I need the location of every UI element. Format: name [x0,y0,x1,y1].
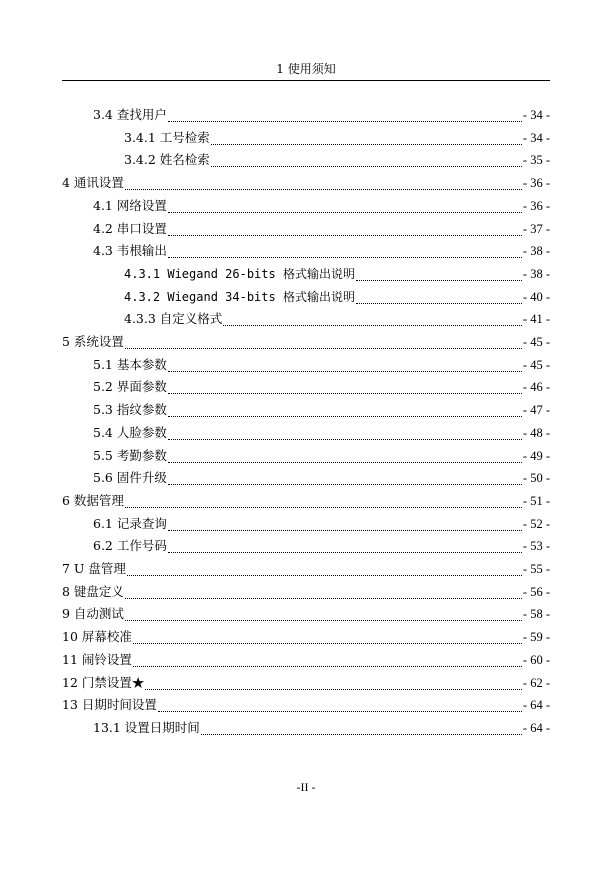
toc-entry-title: 5.5 考勤参数 [93,448,167,463]
toc-entry[interactable] [62,558,550,580]
toc-entry-title: 6.1 记录查询 [93,516,167,531]
toc-entry-page: - 49 - [522,449,550,463]
toc-entry[interactable] [93,445,550,467]
toc-entry[interactable] [62,649,550,671]
dot-leader [168,223,522,236]
dot-leader [168,359,522,372]
toc-entry[interactable] [62,672,550,694]
toc-entry-page: - 48 - [522,426,550,440]
toc-entry-title: 4.2 串口设置 [93,221,167,236]
dot-leader [127,563,522,576]
toc-entry[interactable] [62,172,550,194]
toc-entry-title: 4.3 韦根输出 [93,243,167,258]
dot-leader [168,245,522,258]
toc-entry[interactable] [93,513,550,535]
toc-entry[interactable] [124,127,550,149]
toc-entry[interactable] [62,331,550,353]
dot-leader [158,699,522,712]
toc-entry-page: - 34 - [522,131,550,145]
toc-entry-page: - 52 - [522,517,550,531]
toc-entry[interactable] [93,240,550,262]
toc-entry-title: 7 U 盘管理 [62,561,126,576]
toc-entry-title: 13.1 设置日期时间 [93,720,200,735]
running-header: 1 使用须知 [276,62,336,76]
toc-entry-title: 12 门禁设置★ [62,675,145,690]
toc-entry-page: - 41 - [522,312,550,326]
toc-entry-title: 4 通讯设置 [62,175,124,190]
toc-entry-page: - 64 - [522,698,550,712]
dot-leader [201,722,522,735]
toc-entry-title: 6.2 工作号码 [93,538,167,553]
toc-entry-title: 5 系统设置 [62,334,124,349]
dot-leader [145,677,522,690]
dot-leader [168,109,522,122]
dot-leader [168,518,522,531]
toc-entry-page: - 53 - [522,539,550,553]
toc-entry-title: 4.3.3 自定义格式 [124,311,223,326]
toc-entry-title: 4.1 网络设置 [93,198,167,213]
toc-entry[interactable] [62,694,550,716]
toc-entry-title: 5.4 人脸参数 [93,425,167,440]
toc-entry-title: 4.3.1 Wiegand 26-bits 格式输出说明 [124,267,355,281]
toc-entry-title: 11 闹铃设置 [62,652,132,667]
toc-entry[interactable] [93,535,550,557]
toc-entry[interactable] [62,581,550,603]
toc-entry-page: - 64 - [522,721,550,735]
toc-entry-page: - 45 - [522,335,550,349]
toc-entry-title: 3.4.1 工号检索 [124,130,210,145]
toc-entry-title: 8 键盘定义 [62,584,124,599]
dot-leader [356,291,522,304]
toc-entry-title: 9 自动测试 [62,606,124,621]
dot-leader [223,313,522,326]
toc-entry-page: - 51 - [522,494,550,508]
toc-entry-page: - 40 - [522,290,550,304]
dot-leader [168,540,522,553]
toc-entry-page: - 34 - [522,108,550,122]
dot-leader [211,132,522,145]
toc-entry[interactable] [93,422,550,444]
dot-leader [125,177,522,190]
toc-entry[interactable] [62,603,550,625]
toc-entry[interactable] [124,286,550,308]
toc-entry-title: 5.2 界面参数 [93,379,167,394]
toc-entry[interactable] [93,717,550,739]
toc-entry[interactable] [62,626,550,648]
dot-leader [211,154,522,167]
toc-entry-title: 5.6 固件升级 [93,470,167,485]
dot-leader [168,450,522,463]
toc-entry-title: 5.1 基本参数 [93,357,167,372]
toc-entry[interactable] [93,195,550,217]
toc-entry[interactable] [93,467,550,489]
toc-entry-page: - 38 - [522,267,550,281]
toc-entry-page: - 35 - [522,153,550,167]
toc-entry[interactable] [93,104,550,126]
toc-entry-title: 4.3.2 Wiegand 34-bits 格式输出说明 [124,290,355,304]
toc-entry-page: - 60 - [522,653,550,667]
toc-entry-page: - 56 - [522,585,550,599]
toc-entry[interactable] [124,149,550,171]
toc-entry[interactable] [62,490,550,512]
toc-entry[interactable] [93,399,550,421]
toc-entry-page: - 36 - [522,176,550,190]
dot-leader [125,495,522,508]
toc-entry-page: - 47 - [522,403,550,417]
toc-entry[interactable] [124,308,550,330]
header-rule [62,80,550,81]
dot-leader [133,654,522,667]
dot-leader [133,631,522,644]
toc-entry-page: - 36 - [522,199,550,213]
page-number: -II - [296,780,316,794]
toc-entry-title: 3.4 查找用户 [93,107,167,122]
dot-leader [125,608,522,621]
toc-entry[interactable] [93,218,550,240]
toc-entry[interactable] [93,376,550,398]
toc-entry-page: - 37 - [522,222,550,236]
toc-entry[interactable] [124,263,550,285]
dot-leader [125,336,522,349]
toc-entry-page: - 45 - [522,358,550,372]
toc-entry-title: 3.4.2 姓名检索 [124,152,210,167]
dot-leader [168,404,522,417]
dot-leader [356,268,522,281]
toc-entry-title: 6 数据管理 [62,493,124,508]
toc-entry-page: - 62 - [522,676,550,690]
dot-leader [168,381,522,394]
toc-entry-title: 5.3 指纹参数 [93,402,167,417]
toc-entry-page: - 58 - [522,607,550,621]
toc-entry-title: 13 日期时间设置 [62,697,157,712]
toc-entry-page: - 50 - [522,471,550,485]
dot-leader [168,427,522,440]
toc-entry-page: - 59 - [522,630,550,644]
dot-leader [125,586,522,599]
toc-entry[interactable] [93,354,550,376]
toc-entry-page: - 46 - [522,380,550,394]
dot-leader [168,472,522,485]
toc-entry-page: - 38 - [522,244,550,258]
toc-entry-title: 10 屏幕校准 [62,629,132,644]
toc-entry-page: - 55 - [522,562,550,576]
dot-leader [168,200,522,213]
